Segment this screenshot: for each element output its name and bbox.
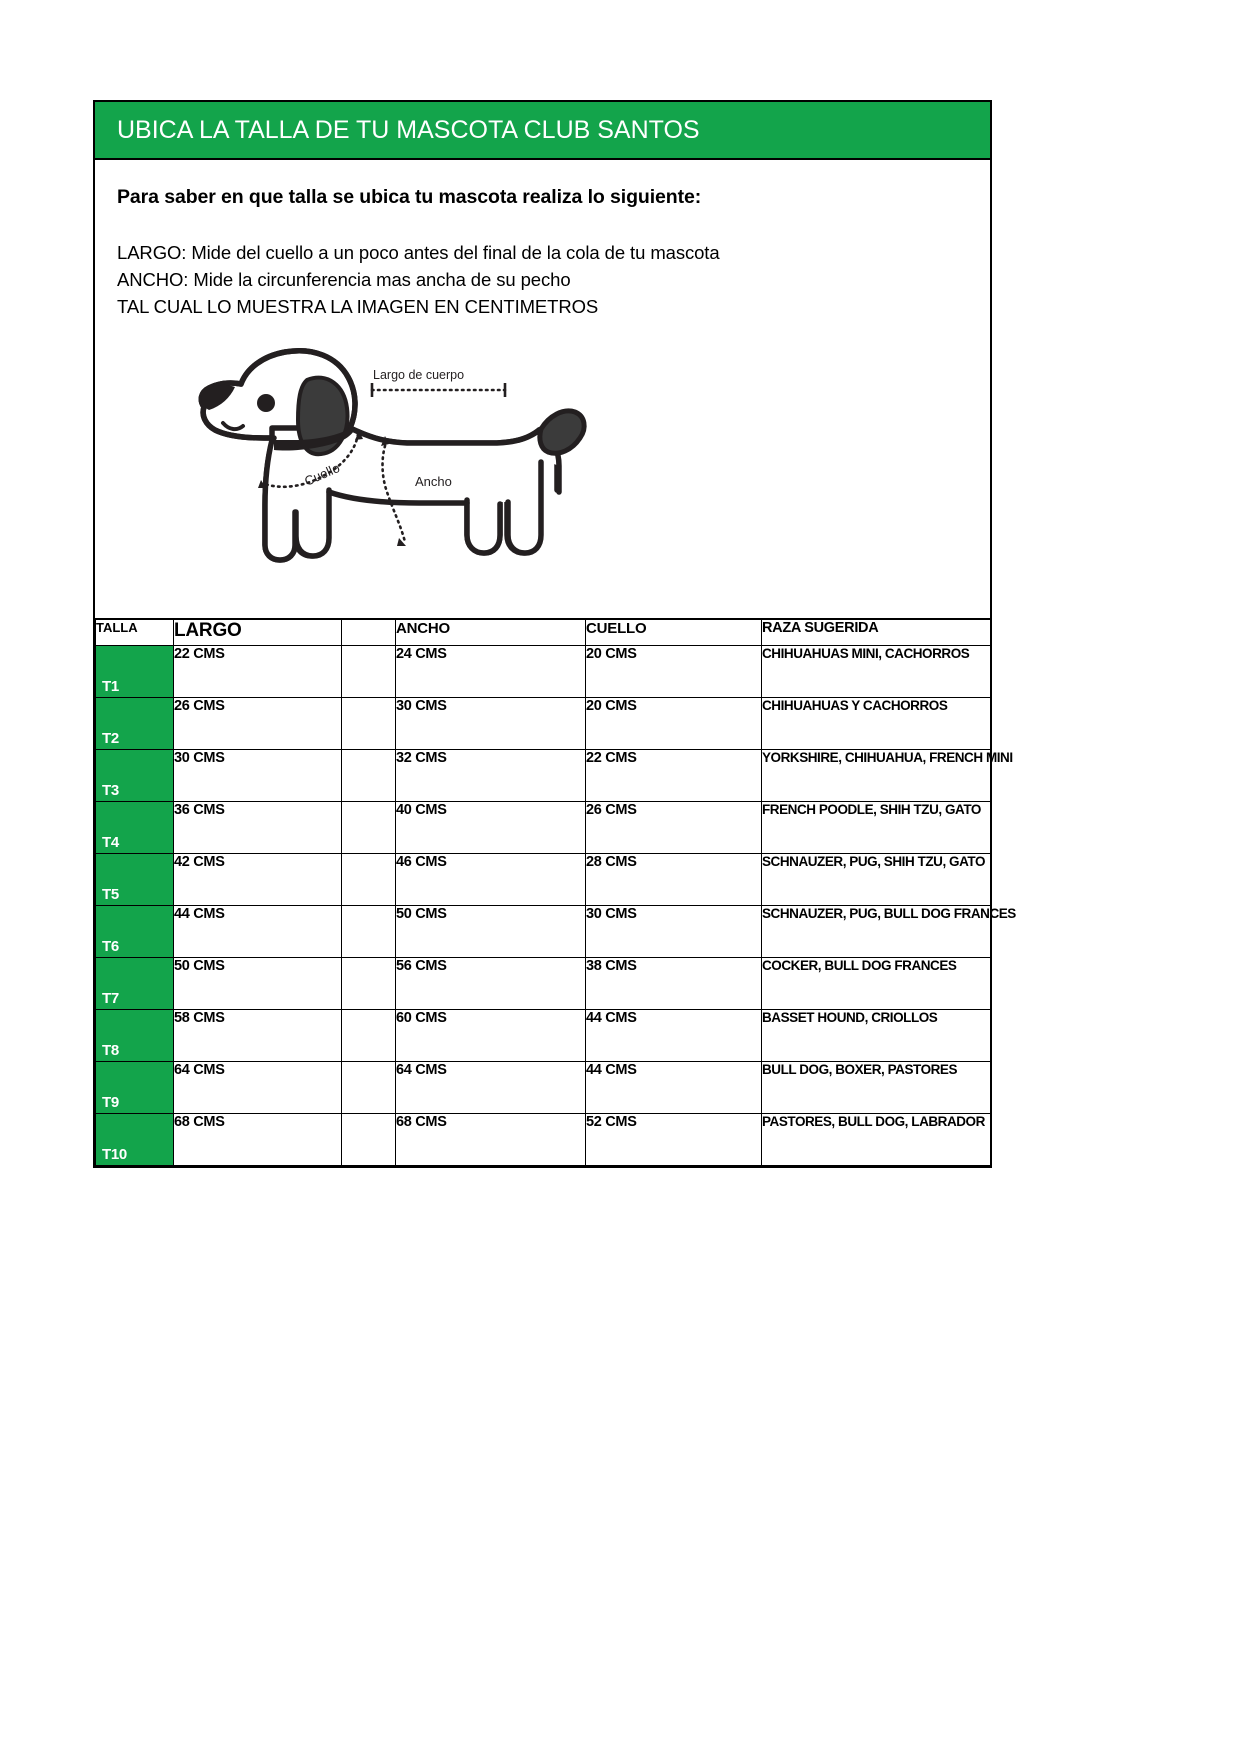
column-header-cuello: CUELLO (586, 619, 762, 645)
cell-talla (96, 1113, 174, 1165)
cell-cuello: 20 CMS (586, 697, 762, 749)
table-row (96, 697, 991, 749)
cell-spacer (342, 905, 396, 957)
cell-talla (96, 1009, 174, 1061)
table-row (96, 905, 991, 957)
talla-label: T4 (102, 833, 119, 851)
cell-spacer (342, 957, 396, 1009)
cell-cuello: 44 CMS (586, 1009, 762, 1061)
cell-ancho: 50 CMS (396, 905, 586, 957)
cell-cuello: 30 CMS (586, 905, 762, 957)
cell-talla (96, 1061, 174, 1113)
cell-raza: FRENCH POODLE, SHIH TZU, GATO (762, 801, 991, 853)
cell-talla (96, 957, 174, 1009)
cell-raza: CHIHUAHUAS MINI, CACHORROS (762, 645, 991, 697)
label-ancho: Ancho (415, 474, 452, 489)
cell-largo: 50 CMS (174, 957, 342, 1009)
size-guide-card (93, 100, 1016, 1168)
cell-spacer (342, 1113, 396, 1165)
cell-largo: 68 CMS (174, 1113, 342, 1165)
label-cuello: Cuello (302, 460, 342, 489)
cell-ancho: 46 CMS (396, 853, 586, 905)
instructions-heading: Para saber en que talla se ubica tu mascota realiza lo siguiente: (117, 186, 702, 208)
column-header-raza: RAZA SUGERIDA (762, 619, 991, 645)
cell-raza: YORKSHIRE, CHIHUAHUA, FRENCH MINI (762, 749, 991, 801)
cell-largo: 42 CMS (174, 853, 342, 905)
talla-label: T3 (102, 781, 119, 799)
dog-eye (257, 394, 275, 412)
label-largo-de-cuerpo: Largo de cuerpo (373, 368, 465, 382)
dog-tail (540, 411, 584, 453)
cell-cuello: 22 CMS (586, 749, 762, 801)
cell-raza: SCHNAUZER, PUG, SHIH TZU, GATO (762, 853, 991, 905)
table-row (96, 853, 991, 905)
cell-ancho: 30 CMS (396, 697, 586, 749)
table-row (96, 1113, 991, 1165)
cell-cuello: 44 CMS (586, 1061, 762, 1113)
cell-talla (96, 749, 174, 801)
table-header-row (96, 619, 991, 645)
cell-spacer (342, 1061, 396, 1113)
cell-cuello: 52 CMS (586, 1113, 762, 1165)
cell-largo: 44 CMS (174, 905, 342, 957)
title-banner (95, 102, 990, 160)
cell-talla (96, 645, 174, 697)
table-row (96, 1061, 991, 1113)
table-row (96, 645, 991, 697)
size-table (95, 618, 1016, 1166)
cell-spacer (342, 645, 396, 697)
cell-cuello: 20 CMS (586, 645, 762, 697)
cell-largo: 22 CMS (174, 645, 342, 697)
cell-spacer (342, 801, 396, 853)
cell-ancho: 40 CMS (396, 801, 586, 853)
cell-largo: 58 CMS (174, 1009, 342, 1061)
cell-raza: BASSET HOUND, CRIOLLOS (762, 1009, 991, 1061)
cell-cuello: 38 CMS (586, 957, 762, 1009)
illustration-zone (95, 328, 990, 618)
instructions-block (95, 160, 990, 320)
largo-measure-line (372, 383, 505, 397)
talla-label: T6 (102, 937, 119, 955)
table-row (96, 801, 991, 853)
cell-talla (96, 853, 174, 905)
cell-spacer (342, 853, 396, 905)
column-header-largo: LARGO (174, 619, 342, 645)
cell-ancho: 24 CMS (396, 645, 586, 697)
cell-talla (96, 801, 174, 853)
cell-raza: PASTORES, BULL DOG, LABRADOR (762, 1113, 991, 1165)
instruction-line-largo: LARGO: Mide del cuello a un poco antes del final de la cola de tu mascota (117, 242, 720, 263)
table-row (96, 749, 991, 801)
column-header-spacer (342, 619, 396, 645)
cell-raza: COCKER, BULL DOG FRANCES (762, 957, 991, 1009)
cell-ancho: 68 CMS (396, 1113, 586, 1165)
cell-talla (96, 905, 174, 957)
cell-ancho: 56 CMS (396, 957, 586, 1009)
table-row (96, 957, 991, 1009)
column-header-ancho: ANCHO (396, 619, 586, 645)
cell-raza: SCHNAUZER, PUG, BULL DOG FRANCES (762, 905, 991, 957)
cell-spacer (342, 1009, 396, 1061)
talla-label: T5 (102, 885, 119, 903)
cell-cuello: 26 CMS (586, 801, 762, 853)
talla-label: T9 (102, 1093, 119, 1111)
talla-label: T10 (102, 1145, 127, 1163)
cell-raza: BULL DOG, BOXER, PASTORES (762, 1061, 991, 1113)
dog-measurement-diagram (167, 330, 607, 610)
cell-largo: 26 CMS (174, 697, 342, 749)
cell-largo: 64 CMS (174, 1061, 342, 1113)
talla-label: T2 (102, 729, 119, 747)
cell-largo: 36 CMS (174, 801, 342, 853)
cell-spacer (342, 697, 396, 749)
cell-cuello: 28 CMS (586, 853, 762, 905)
page-title: UBICA LA TALLA DE TU MASCOTA CLUB SANTOS (117, 115, 700, 144)
cell-talla (96, 697, 174, 749)
cell-ancho: 64 CMS (396, 1061, 586, 1113)
cell-raza: CHIHUAHUAS Y CACHORROS (762, 697, 991, 749)
table-body (96, 645, 1016, 1165)
cell-ancho: 60 CMS (396, 1009, 586, 1061)
cell-largo: 30 CMS (174, 749, 342, 801)
talla-label: T7 (102, 989, 119, 1007)
talla-label: T1 (102, 677, 119, 695)
table-row (96, 1009, 991, 1061)
column-header-talla: TALLA (96, 619, 174, 645)
cell-spacer (342, 749, 396, 801)
talla-label: T8 (102, 1041, 119, 1059)
cell-ancho: 32 CMS (396, 749, 586, 801)
instruction-line-centimetros: TAL CUAL LO MUESTRA LA IMAGEN EN CENTIMETROS (117, 296, 599, 317)
instruction-line-ancho: ANCHO: Mide la circunferencia mas ancha de su pecho (117, 269, 571, 290)
